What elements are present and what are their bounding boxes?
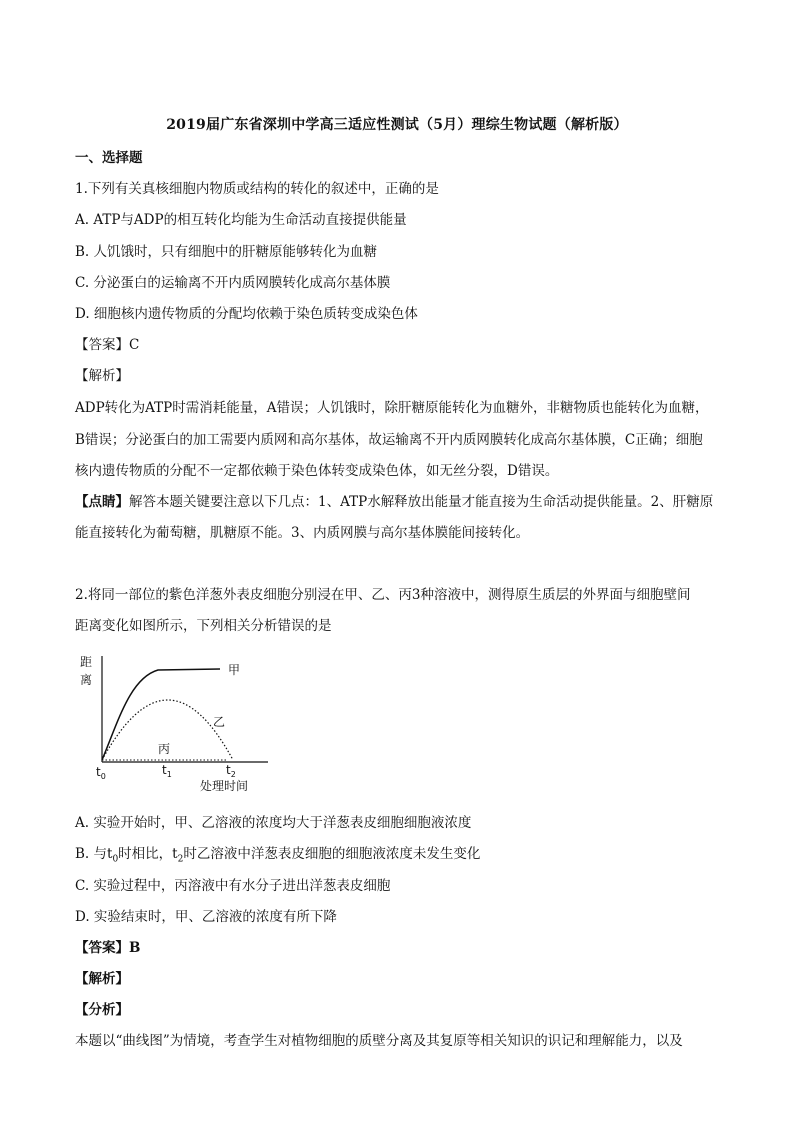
key-points-label: 【点睛】 <box>75 494 129 510</box>
question-2-stem-line: 2.将同一部位的紫色洋葱外表皮细胞分别浸在甲、乙、丙3种溶液中，测得原生质层的外界面与细胞壁间 <box>75 587 691 603</box>
question-2-answer: 【答案】B <box>75 940 141 956</box>
question-1-analysis-line: 核内遗传物质的分配不一定都依赖于染色体转变成染色体，如无丝分裂，D错误。 <box>75 463 559 479</box>
question-1-option-d: D. 细胞核内遗传物质的分配均依赖于染色质转变成染色体 <box>75 306 418 322</box>
key-points-text: 解答本题关键要注意以下几点：1、ATP水解释放出能量才能直接为生命活动提供能量。2、肝糖原 <box>129 494 714 510</box>
t2-label: $t_2$ <box>226 763 236 779</box>
curve-bing-label: 丙 <box>158 742 171 756</box>
question-1-analysis-line: B错误；分泌蛋白的加工需要内质网和高尔基体，故运输离不开内质网膜转化成高尔基体膜，C正确；细胞 <box>75 432 703 448</box>
question-1-stem: 1.下列有关真核细胞内物质或结构的转化的叙述中，正确的是 <box>75 181 439 197</box>
question-2-option-c: C. 实验过程中，丙溶液中有水分子进出洋葱表皮细胞 <box>75 878 391 894</box>
distance-time-graph <box>78 650 278 800</box>
y-label-1: 距 <box>80 655 93 669</box>
question-1-option-c: C. 分泌蛋白的运输离不开内质网膜转化成高尔基体膜 <box>75 275 391 291</box>
question-1-key-points <box>75 490 713 510</box>
x-axis-label: 处理时间 <box>200 779 249 793</box>
question-1-answer: 【答案】C <box>75 337 140 353</box>
question-1-option-a: A. ATP与ADP的相互转化均能为生命活动直接提供能量 <box>75 212 407 228</box>
question-1-analysis-line: ADP转化为ATP时需消耗能量，A错误；人饥饿时，除肝糖原能转化为血糖外，非糖物质也能转化为血糖， <box>75 400 709 416</box>
t1-label: $t_1$ <box>162 763 172 779</box>
curve-jia-label: 甲 <box>228 663 241 677</box>
question-2-option-d: D. 实验结束时，甲、乙溶液的浓度有所下降 <box>75 909 337 925</box>
question-2-stem-line: 距离变化如图所示，下列相关分析错误的是 <box>75 618 332 634</box>
y-label-2: 离 <box>80 673 93 687</box>
question-2-option-b: B. 与$t_0$时相比，$t_2$时乙溶液中洋葱表皮细胞的细胞液浓度未发生变化 <box>75 846 481 865</box>
question-2-fenxi-label: 【分析】 <box>75 1002 129 1018</box>
question-1-analysis-label: 【解析】 <box>75 368 129 384</box>
curve-yi-label: 乙 <box>213 715 226 729</box>
section-heading: 一、选择题 <box>75 150 143 166</box>
document-title: 2019届广东省深圳中学高三适应性测试（5月）理综生物试题（解析版） <box>166 117 628 133</box>
question-1-option-b: B. 人饥饿时，只有细胞中的肝糖原能够转化为血糖 <box>75 244 378 260</box>
question-1-key-points-line: 能直接转化为葡萄糖，肌糖原不能。3、内质网膜与高尔基体膜能间接转化。 <box>75 525 530 541</box>
question-2-option-a: A. 实验开始时，甲、乙溶液的浓度均大于洋葱表皮细胞细胞液浓度 <box>75 815 472 831</box>
question-2-analysis-label: 【解析】 <box>75 971 129 987</box>
question-2-fenxi-line: 本题以“曲线图”为情境，考查学生对植物细胞的质壁分离及其复原等相关知识的识记和理解能力，以及 <box>75 1033 683 1049</box>
t0-label: $t_0$ <box>96 765 106 781</box>
